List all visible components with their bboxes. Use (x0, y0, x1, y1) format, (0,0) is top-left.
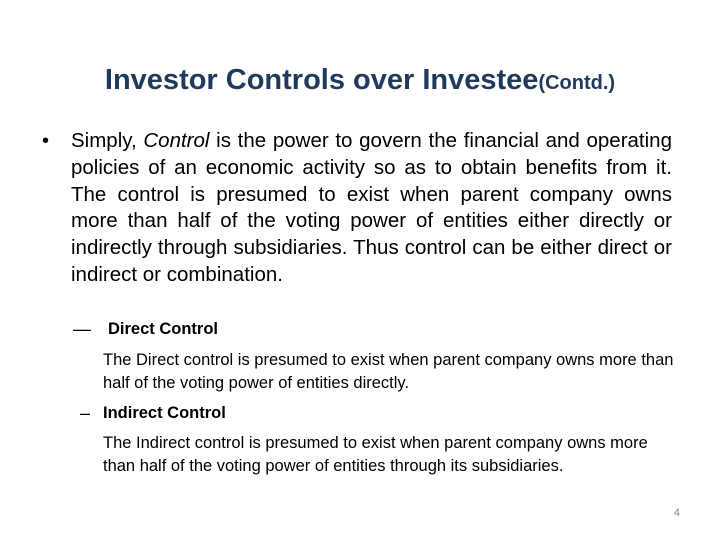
bullet-emphasis: Control (143, 129, 210, 152)
title-suffix: (Contd.) (538, 72, 616, 94)
sub-item-dash-indirect: – (80, 403, 91, 423)
bullet-marker: • (42, 130, 50, 152)
sub-item-dash-direct: — (73, 319, 91, 339)
slide-title (0, 62, 720, 101)
title-main: Investor Controls over Investee (104, 64, 539, 96)
sub-description-indirect: The Indirect control is presumed to exist when parent company owns more than half of the voting power of entities through its subsidiaries. (103, 434, 648, 475)
bullet-text (71, 128, 672, 289)
bullet-lead: Simply, (71, 129, 144, 152)
page-number: 4 (673, 507, 680, 519)
bullet-rest: is the power to govern the financial and operating policies of an economic activity so as to obtain benefits from it. The control is presumed to exist when parent company owns more than half of the voting power of entities either directly or indirectly through subsidiaries. Thus control can be either direct or indirect or combination. (71, 129, 672, 286)
sub-heading-indirect: Indirect Control (103, 404, 226, 422)
sub-heading-direct: Direct Control (108, 320, 219, 338)
sub-description-direct: The Direct control is presumed to exist when parent company owns more than half of the voting power of entities directly. (103, 351, 674, 392)
